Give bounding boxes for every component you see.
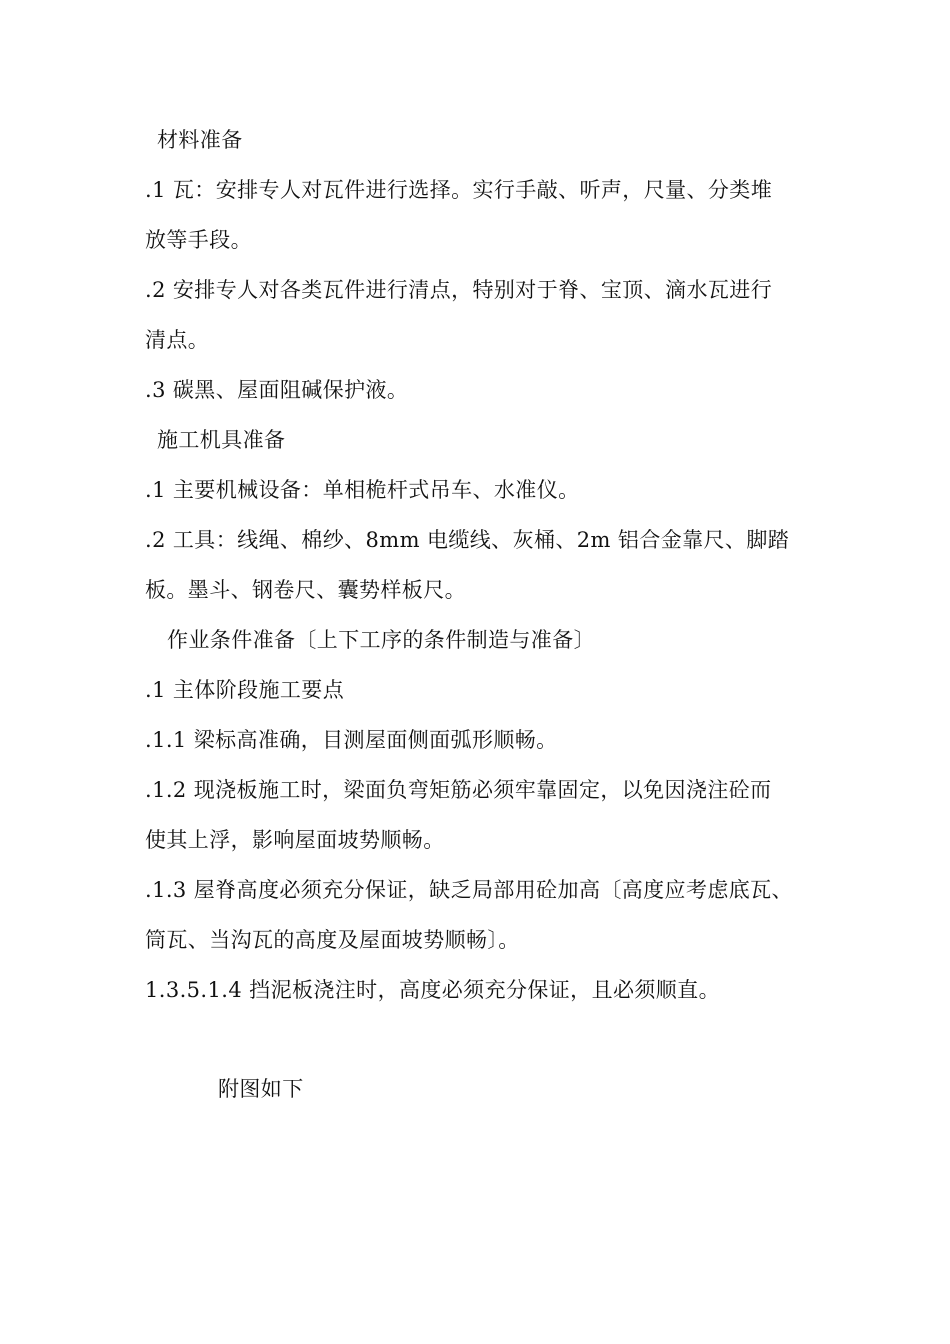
paragraph-line: .1 主要机械设备：单相桅杆式吊车、水准仪。 xyxy=(145,478,580,502)
paragraph-line: 清点。 xyxy=(145,328,210,352)
paragraph-line: .2 安排专人对各类瓦件进行清点，特别对于脊、宝顶、滴水瓦进行 xyxy=(145,278,773,302)
paragraph-line: .1.2 现浇板施工时，梁面负弯矩筋必须牢靠固定，以免因浇注砼而 xyxy=(145,778,772,802)
paragraph-line: .1 主体阶段施工要点 xyxy=(145,678,345,702)
paragraph-line: .1.1 梁标高准确，目测屋面侧面弧形顺畅。 xyxy=(145,728,558,752)
paragraph-line: 使其上浮，影响屋面坡势顺畅。 xyxy=(145,828,445,852)
heading-materials: 材料准备 xyxy=(157,128,243,152)
heading-tools: 施工机具准备 xyxy=(157,428,286,452)
paragraph-line: 板。墨斗、钢卷尺、囊势样板尺。 xyxy=(145,578,466,602)
paragraph-line: .2 工具：线绳、棉纱、8mm 电缆线、灰桶、2m 铝合金靠尺、脚踏 xyxy=(145,528,790,552)
paragraph-line: 1.3.5.1.4 挡泥板浇注时，高度必须充分保证，且必须顺直。 xyxy=(145,978,720,1002)
paragraph-line: 放等手段。 xyxy=(145,228,252,252)
heading-conditions: 作业条件准备〔上下工序的条件制造与准备〕 xyxy=(167,628,595,652)
paragraph-line: .1 瓦：安排专人对瓦件进行选择。实行手敲、听声，尺量、分类堆 xyxy=(145,178,773,202)
paragraph-line: 筒瓦、当沟瓦的高度及屋面坡势顺畅〕。 xyxy=(145,928,520,952)
paragraph-line: .1.3 屋脊高度必须充分保证，缺乏局部用砼加高〔高度应考虑底瓦、 xyxy=(145,878,793,902)
figure-caption: 附图如下 xyxy=(218,1077,304,1101)
paragraph-line: .3 碳黑、屋面阻碱保护液。 xyxy=(145,378,409,402)
